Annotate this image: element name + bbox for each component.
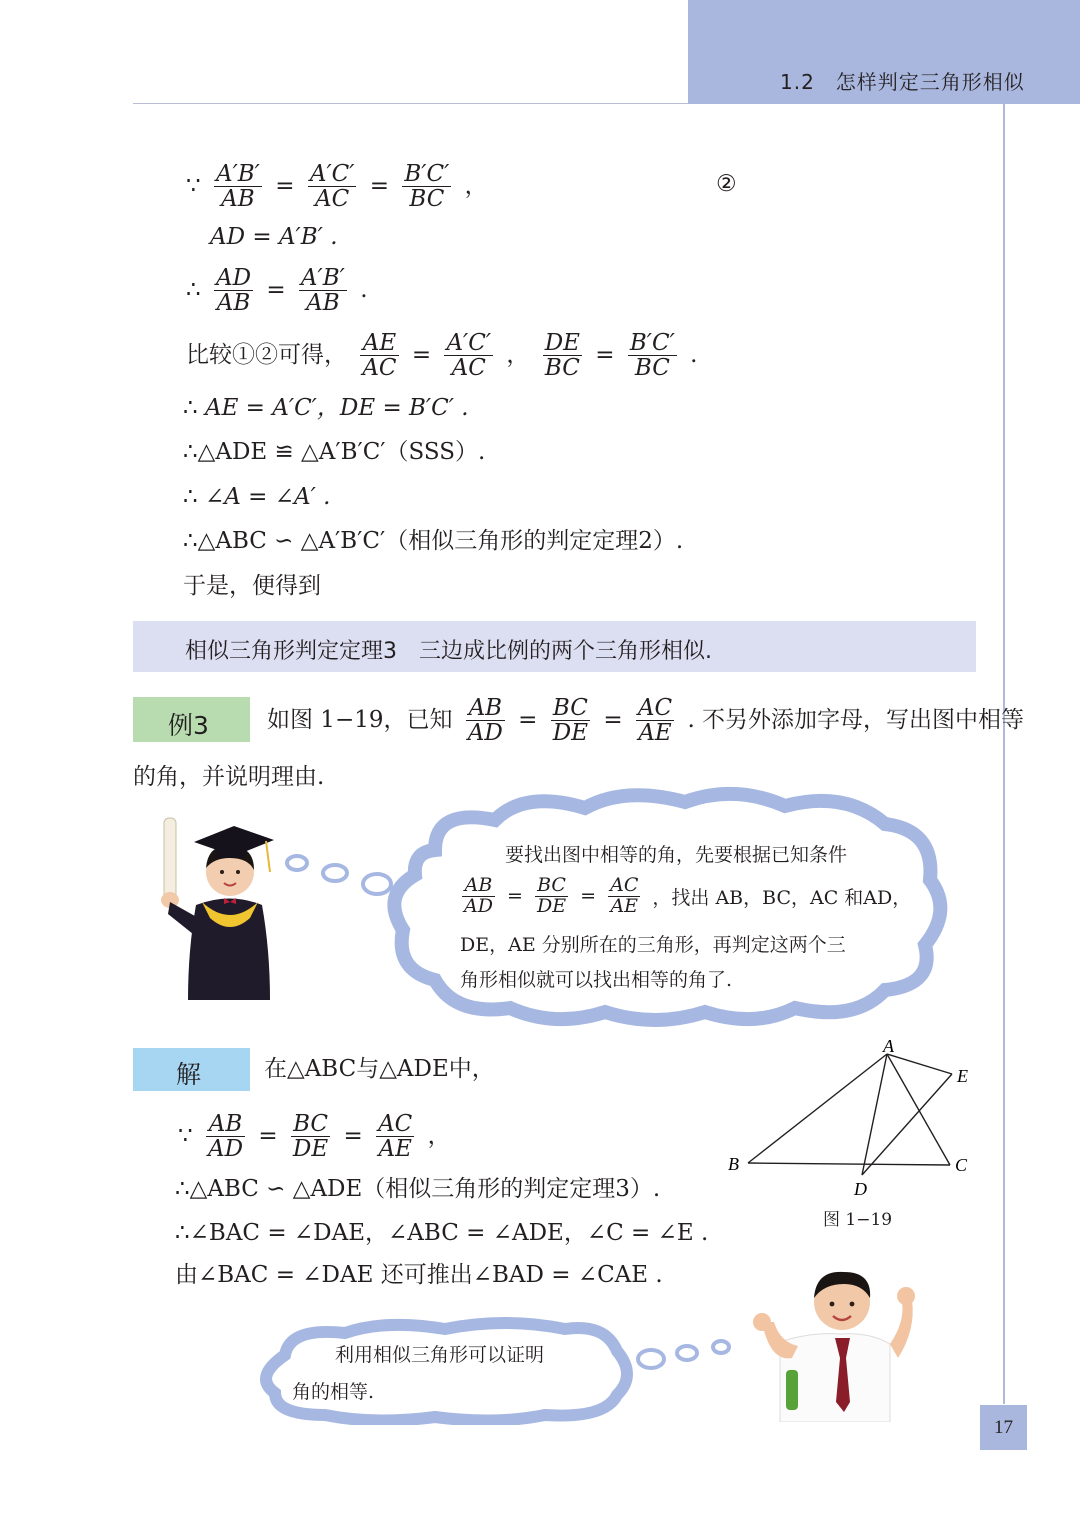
point-label-b: B <box>728 1154 739 1174</box>
equation-marker-2: ② <box>716 171 737 197</box>
point-label-d: D <box>854 1179 867 1199</box>
proof-line-angle: ∴ ∠A = ∠A′ . <box>183 484 331 510</box>
bubble1-line4: 角形相似就可以找出相等的角了. <box>460 969 733 991</box>
solution-line-angles: ∴∠BAC = ∠DAE，∠ABC = ∠ADE，∠C = ∠E . <box>175 1220 709 1246</box>
graduate-student-illustration <box>158 810 288 1005</box>
fraction: $\frac{BC}{DE}$ <box>552 695 588 747</box>
page-number: 17 <box>994 1417 1013 1438</box>
bubble1-line2: $\frac{AB}{AD}$ = $\frac{BC}{DE}$ = $\frac{AC}{AE}$ ，找出 AB，BC，AC 和AD， <box>464 874 912 917</box>
segment-ad <box>862 1054 887 1175</box>
point-label-e: E <box>957 1066 968 1086</box>
solution-line-similar: ∴△ABC ∽ △ADE（相似三角形的判定定理3）. <box>175 1176 661 1202</box>
fraction: $\frac{A'B'}{AB}$ <box>215 161 260 213</box>
fraction: $\frac{AB}{AD}$ <box>207 1111 244 1163</box>
segment-bc <box>748 1163 950 1165</box>
bubble1-line3: DE，AE 分别所在的三角形，再判定这两个三 <box>460 934 846 956</box>
fraction: $\frac{DE}{BC}$ <box>544 330 580 382</box>
header-rule <box>133 103 688 104</box>
fraction: $\frac{AB}{AD}$ <box>467 695 503 747</box>
fraction: $\frac{A'C'}{AC}$ <box>309 161 355 213</box>
fraction: $\frac{AD}{AB}$ <box>215 265 252 317</box>
proof-line-similar: ∴△ABC ∽ △A′B′C′（相似三角形的判定定理2）. <box>183 528 684 554</box>
point-label-c: C <box>955 1155 968 1175</box>
example-statement-line2: 的角，并说明理由. <box>133 764 325 790</box>
example-label: 例3 <box>168 711 209 740</box>
fraction: $\frac{AC}{AE}$ <box>637 695 673 747</box>
proof-line-ad-ratio: ∴ $\frac{AD}{AB}$ = $\frac{A'B'}{AB}$ . <box>186 265 368 317</box>
bubble1-line1: 要找出图中相等的角，先要根据已知条件 <box>505 844 848 866</box>
example-statement: 如图 1−19，已知 $\frac{AB}{AD}$ = $\frac{BC}{DE}$ = $\frac{AC}{AE}$ . 不另外添加字母，写出图中相等 <box>267 695 1025 747</box>
proof-line-compare: 比较①②可得， $\frac{AE}{AC}$ = $\frac{A'C'}{AC}$ ， $\frac{DE}{BC}$ = $\frac{B'C'}{BC}$ . <box>186 330 698 382</box>
point-label-a: A <box>883 1036 894 1056</box>
proof-line-ad: AD = A′B′ . <box>210 224 338 250</box>
proof-line-congruent: ∴△ADE ≌ △A′B′C′（SSS）. <box>183 439 486 465</box>
solution-intro: 在△ABC与△ADE中， <box>264 1056 495 1082</box>
fraction: $\frac{B'C'}{BC}$ <box>404 161 450 213</box>
fraction: $\frac{BC}{DE}$ <box>292 1111 329 1163</box>
fraction: $\frac{A'C'}{AC}$ <box>446 330 492 382</box>
segment-ab <box>748 1054 887 1163</box>
bubble2-line2: 角的相等. <box>292 1381 375 1403</box>
solution-line-final: 由∠BAC = ∠DAE 还可推出∠BAD = ∠CAE . <box>175 1262 663 1288</box>
figure-caption: 图 1−19 <box>823 1210 893 1230</box>
fraction: $\frac{A'B'}{AB}$ <box>300 265 345 317</box>
solution-line-ratio: ∵ $\frac{AB}{AD}$ = $\frac{BC}{DE}$ = $\frac{AC}{AE}$ ， <box>178 1111 451 1163</box>
fraction: $\frac{AE}{AC}$ <box>362 330 397 382</box>
section-title: 1.2 怎样判定三角形相似 <box>780 70 1025 94</box>
figure-1-19 <box>720 1032 980 1202</box>
fraction: $\frac{B'C'}{BC}$ <box>629 330 675 382</box>
thought-bubble-2 <box>245 1315 745 1425</box>
theorem-text: 相似三角形判定定理3 三边成比例的两个三角形相似. <box>185 639 712 664</box>
conclusion-intro: 于是，便得到 <box>183 573 321 599</box>
bubble2-line1: 利用相似三角形可以证明 <box>335 1344 545 1366</box>
proof-line-ratio: ∵ $\frac{A'B'}{AB}$ = $\frac{A'C'}{AC}$ = $\frac{B'C'}{BC}$ ， <box>186 161 488 213</box>
margin-rule <box>1003 104 1005 1404</box>
proof-line-ae: ∴ AE = A′C′，DE = B′C′ . <box>183 395 469 421</box>
solution-label: 解 <box>176 1060 202 1089</box>
fraction: $\frac{AC}{AE}$ <box>378 1111 413 1163</box>
waving-student-illustration <box>740 1262 930 1422</box>
